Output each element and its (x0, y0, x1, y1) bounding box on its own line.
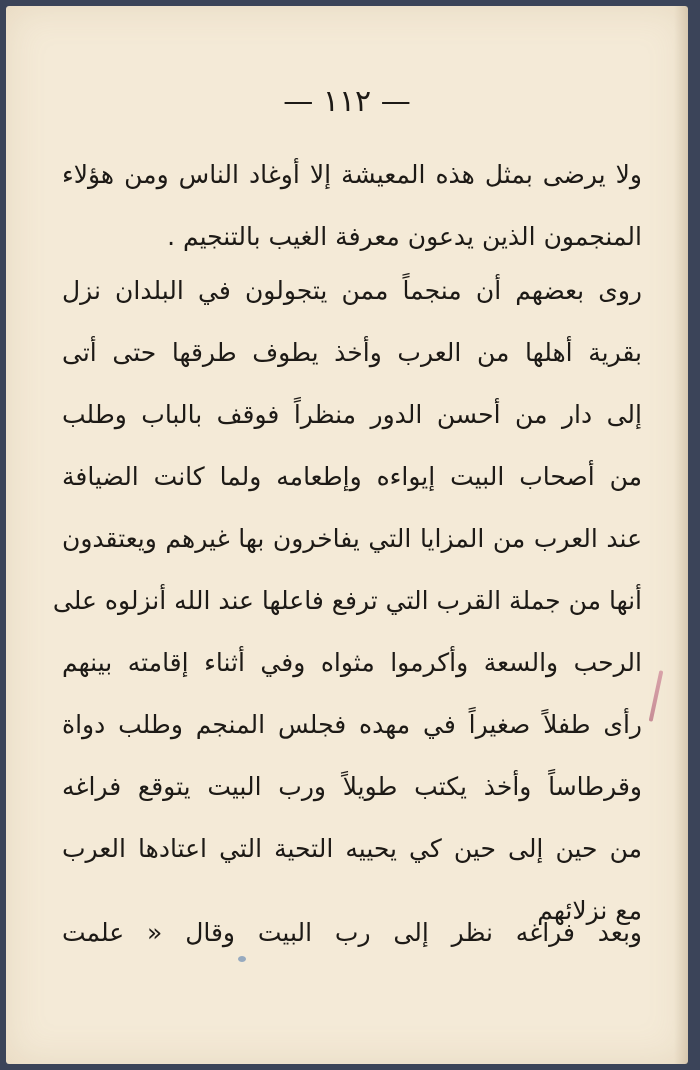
text-line: روى بعضهم أن منجماً ممن يتجولون في البلدان نزل (62, 276, 642, 305)
text-line: إلى دار من أحسن الدور منظراً فوقف بالباب وطلب (62, 400, 642, 429)
page-edge-shadow (674, 6, 688, 1064)
text-line: مع نزلائهم (537, 896, 642, 925)
pencil-mark (649, 670, 664, 722)
book-page (6, 6, 688, 1064)
ink-spot (238, 956, 246, 962)
text-line: بقرية أهلها من العرب وأخذ يطوف طرقها حتى أتى (62, 338, 642, 367)
page-number: — ١١٢ — (283, 84, 411, 119)
text-line: ولا يرضى بمثل هذه المعيشة إلا أوغاد الناس ومن هؤلاء (62, 160, 642, 189)
text-line: من أصحاب البيت إيواءه وإطعامه ولما كانت الضيافة (62, 462, 642, 491)
paragraph-1 (62, 144, 642, 268)
text-line: عند العرب من المزايا التي يفاخرون بها غيرهم ويعتقدون (62, 524, 642, 553)
text-line: المنجمون الذين يدعون معرفة الغيب بالتنجيم . (167, 222, 642, 251)
text-line: رأى طفلاً صغيراً في مهده فجلس المنجم وطلب دواة (62, 710, 642, 739)
paragraph-2 (52, 260, 642, 942)
text-line: الرحب والسعة وأكرموا مثواه وفي أثناء إقامته بينهم (62, 648, 642, 677)
text-line: وقرطاساً وأخذ يكتب طويلاً ورب البيت يتوقع فراغه (62, 772, 642, 801)
text-line: وبعد فراغه نظر إلى رب البيت وقال « علمت (62, 918, 642, 947)
paragraph-3 (62, 902, 642, 964)
text-line: من حين إلى حين كي يحييه التحية التي اعتادها العرب (62, 834, 642, 863)
text-line: أنها من جملة القرب التي ترفع فاعلها عند الله أنزلوه على (52, 586, 642, 615)
